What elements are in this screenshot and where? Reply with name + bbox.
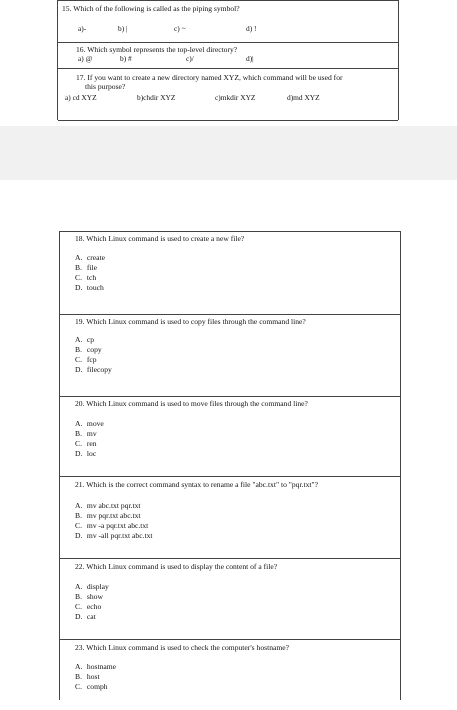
option-text: host	[86, 672, 100, 681]
option-b-23	[75, 672, 100, 681]
option-text: ren	[86, 439, 97, 448]
option-c-22	[75, 602, 101, 611]
options-row-16	[78, 54, 378, 63]
question-text-19: 19. Which Linux command is used to copy files through the command line?	[75, 317, 306, 326]
option-letter: C.	[75, 439, 82, 448]
option-d-21	[75, 531, 153, 540]
option-letter: D.	[75, 365, 83, 374]
option-letter: C.	[75, 682, 82, 691]
option-a-20	[75, 419, 104, 428]
option-a-18	[75, 253, 105, 262]
question-text-21: 21. Which is the correct command syntax to rename a file "abc.txt" to "pqr.txt"?	[75, 480, 318, 489]
option-text: tch	[86, 273, 97, 282]
questions-table-top	[57, 0, 399, 120]
option-text: cp	[86, 335, 95, 344]
option-text: cat	[86, 612, 96, 621]
option-c-16: c)/	[186, 54, 194, 63]
option-a-19	[75, 335, 94, 344]
question-text-18: 18. Which Linux command is used to create a new file?	[75, 234, 245, 243]
option-c-18	[75, 273, 96, 282]
page-separator	[0, 126, 457, 180]
option-letter: B.	[75, 592, 82, 601]
question-text-15: 15. Which of the following is called as the piping symbol?	[62, 4, 240, 13]
option-a-21	[75, 501, 140, 510]
question-text-17-line2: this purpose?	[85, 82, 126, 91]
option-d-18	[75, 283, 104, 292]
option-text: copy	[86, 345, 102, 354]
option-letter: B.	[75, 263, 82, 272]
option-text: loc	[86, 449, 97, 458]
option-a-15: a)-	[78, 24, 87, 33]
option-letter: C.	[75, 602, 82, 611]
option-text: filecopy	[86, 365, 112, 374]
question-block-19	[60, 315, 400, 397]
option-letter: A.	[75, 419, 83, 428]
option-text: echo	[86, 602, 102, 611]
question-block-18	[60, 232, 400, 315]
question-text-17-line1: 17. If you want to create a new directory named XYZ, which command will be used for	[76, 73, 343, 82]
option-d-16: d)|	[246, 54, 254, 63]
option-d-15: d) !	[246, 24, 257, 33]
option-letter: B.	[75, 345, 82, 354]
option-letter: D.	[75, 449, 83, 458]
option-a-17: a) cd XYZ	[65, 93, 97, 102]
option-a-23	[75, 662, 116, 671]
document-page-bottom	[0, 180, 457, 700]
document-page-top	[0, 0, 457, 126]
option-d-19	[75, 365, 112, 374]
question-block-16	[58, 43, 398, 69]
questions-table-bottom	[59, 231, 401, 700]
question-block-20	[60, 397, 400, 477]
option-text: mv -all pqr.txt abc.txt	[86, 531, 153, 540]
options-row-17	[65, 93, 385, 102]
option-text: mv abc.txt pqr.txt	[86, 501, 141, 510]
option-text: file	[86, 263, 98, 272]
option-text: comph	[86, 682, 108, 691]
option-b-15: b) |	[118, 24, 128, 33]
option-text: move	[86, 419, 104, 428]
option-text: mv pqr.txt abc.txt	[86, 511, 141, 520]
option-c-20	[75, 439, 97, 448]
option-letter: A.	[75, 501, 83, 510]
question-block-21	[60, 477, 400, 559]
option-c-23	[75, 682, 108, 691]
option-text: fcp	[86, 355, 97, 364]
option-text: create	[86, 253, 106, 262]
option-b-17: b)chdir XYZ	[137, 93, 176, 102]
option-text: display	[86, 582, 109, 591]
option-letter: D.	[75, 612, 83, 621]
option-letter: B.	[75, 429, 82, 438]
option-d-20	[75, 449, 96, 458]
option-c-17: c)mkdir XYZ	[215, 93, 256, 102]
option-text: touch	[86, 283, 104, 292]
option-letter: A.	[75, 253, 83, 262]
option-b-20	[75, 429, 97, 438]
option-a-22	[75, 582, 109, 591]
option-a-16: a) @	[78, 54, 93, 63]
option-letter: A.	[75, 582, 83, 591]
option-b-16: b) #	[120, 54, 132, 63]
option-letter: C.	[75, 355, 82, 364]
option-letter: D.	[75, 283, 83, 292]
option-text: hostname	[86, 662, 117, 671]
option-b-22	[75, 592, 103, 601]
option-b-19	[75, 345, 102, 354]
option-letter: C.	[75, 273, 82, 282]
option-letter: D.	[75, 531, 83, 540]
option-letter: A.	[75, 662, 83, 671]
question-block-15	[58, 1, 398, 43]
option-text: show	[86, 592, 103, 601]
option-c-21	[75, 521, 148, 530]
option-d-22	[75, 612, 96, 621]
options-row-15	[78, 24, 378, 33]
question-text-20: 20. Which Linux command is used to move files through the command line?	[75, 399, 308, 408]
question-block-17	[58, 69, 398, 121]
question-text-16: 16. Which symbol represents the top-level directory?	[76, 45, 238, 54]
option-text: mv -a pqr.txt abc.txt	[86, 521, 149, 530]
option-text: mv	[86, 429, 97, 438]
option-d-17: d)md XYZ	[287, 93, 320, 102]
option-c-15: c) ~	[174, 24, 186, 33]
option-letter: C.	[75, 521, 82, 530]
question-block-22	[60, 559, 400, 640]
option-letter: B.	[75, 511, 82, 520]
option-letter: B.	[75, 672, 82, 681]
option-letter: A.	[75, 335, 83, 344]
option-b-21	[75, 511, 140, 520]
question-text-23: 23. Which Linux command is used to check the computer's hostname?	[75, 643, 290, 652]
option-b-18	[75, 263, 97, 272]
question-text-22: 22. Which Linux command is used to display the content of a file?	[75, 562, 278, 571]
option-c-19	[75, 355, 97, 364]
